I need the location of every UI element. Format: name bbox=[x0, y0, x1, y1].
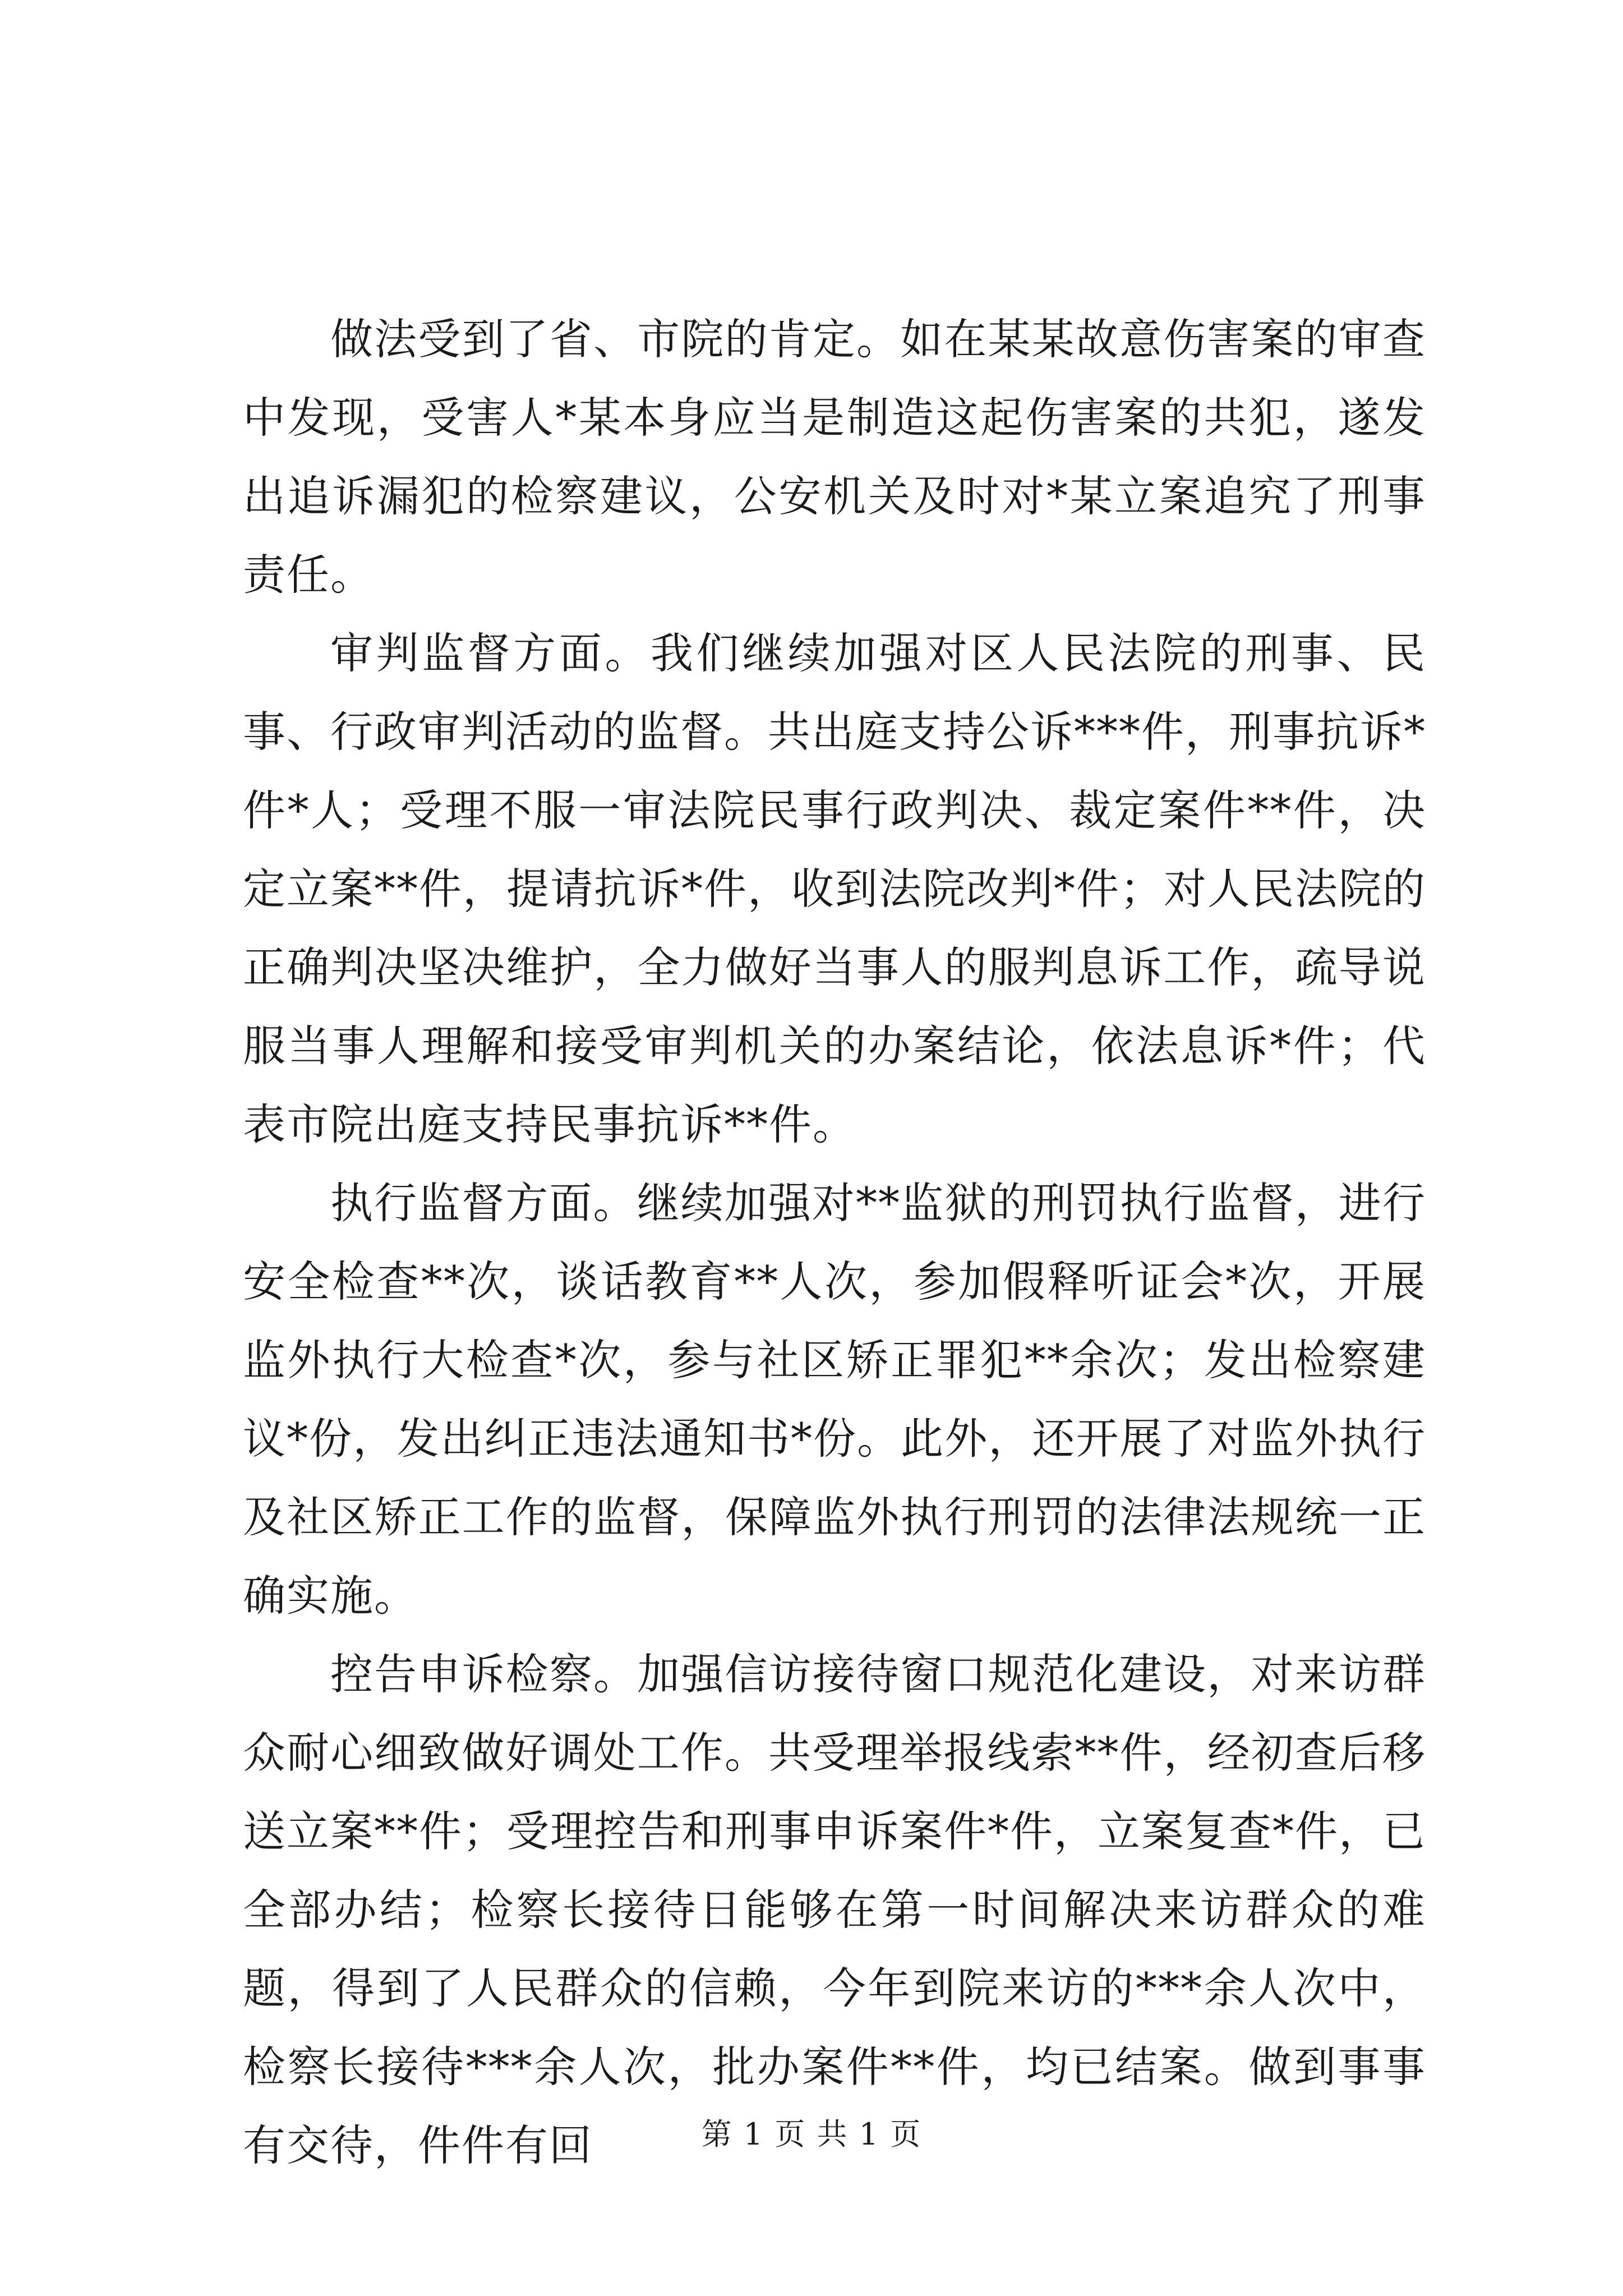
document-body bbox=[243, 300, 1426, 2185]
paragraph-execution-supervision: 执行监督方面。继续加强对**监狱的刑罚执行监督，进行安全检查**次，谈话教育**人次，参加假释听证会*次，开展监外执行大检查*次，参与社区矫正罪犯**余次；发出检察建议*份，发出纠正违法通知书*份。此外，还开展了对监外执行及社区矫正工作的监督，保障监外执行刑罚的法律法规统一正确实施。 bbox=[243, 1178, 1426, 1621]
paragraph-complaint-procuratorate: 控告申诉检察。加强信访接待窗口规范化建设，对来访群众耐心细致做好调处工作。共受理举报线索**件，经初查后移送立案**件；受理控告和刑事申诉案件*件，立案复查*件，已全部办结；检察长接待日能够在第一时间解决来访群众的难题，得到了人民群众的信赖，今年到院来访的***余人次中，检察长接待***余人次，批办案件**件，均已结案。做到事事有交待，件件有回 bbox=[243, 1649, 1426, 2170]
paragraph-investigation-supervision: 做法受到了省、市院的肯定。如在某某故意伤害案的审查中发现，受害人*某本身应当是制造这起伤害案的共犯，遂发出追诉漏犯的检察建议，公安机关及时对*某立案追究了刑事责任。 bbox=[243, 314, 1426, 600]
page-number-footer: 第 1 页 共 1 页 bbox=[701, 2116, 922, 2152]
paragraph-trial-supervision: 审判监督方面。我们继续加强对区人民法院的刑事、民事、行政审判活动的监督。共出庭支持公诉***件，刑事抗诉*件*人；受理不服一审法院民事行政判决、裁定案件**件，决定立案**件，提请抗诉*件，收到法院改判*件；对人民法院的正确判决坚决维护，全力做好当事人的服判息诉工作，疏导说服当事人理解和接受审判机关的办案结论，依法息诉*件；代表市院出庭支持民事抗诉**件。 bbox=[243, 628, 1426, 1149]
